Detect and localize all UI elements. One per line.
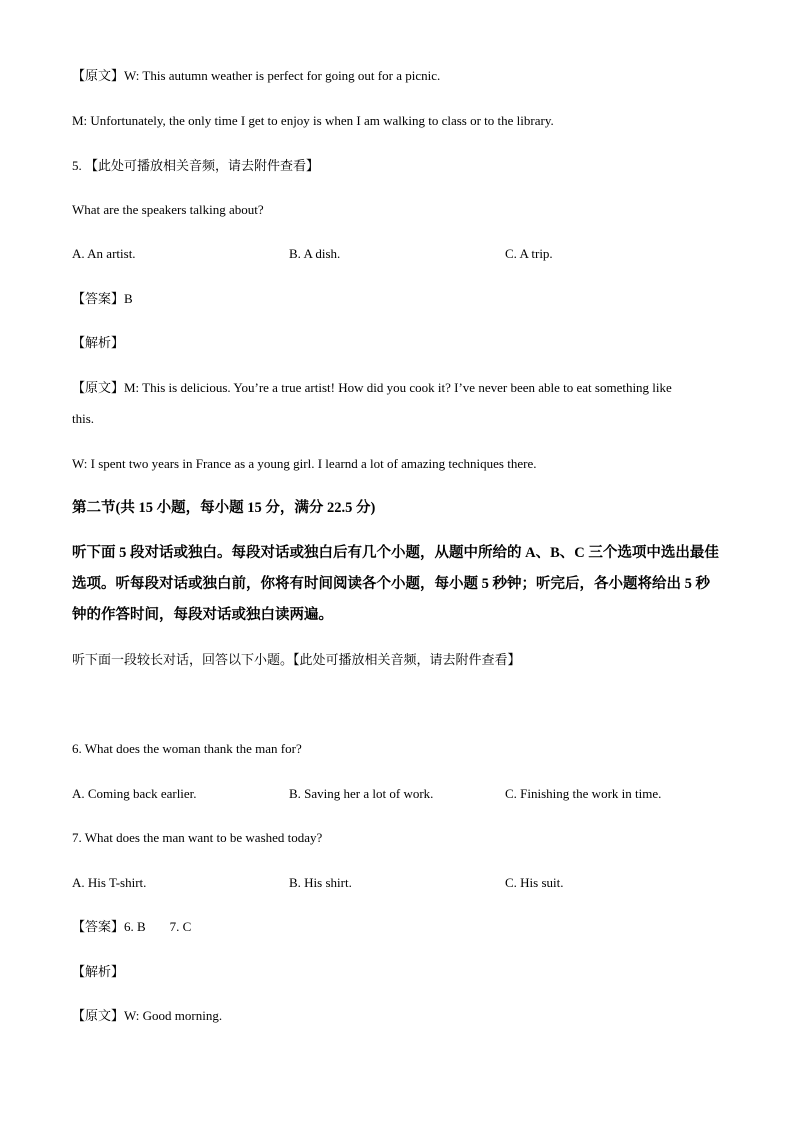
q6-option-c: C. Finishing the work in time. xyxy=(505,786,662,801)
analysis-heading-1: 【解析】 xyxy=(72,335,125,350)
answers-q6-q7 xyxy=(72,918,191,936)
answer-q5: 【答案】B xyxy=(72,291,133,306)
transcript-q5-line2: this. xyxy=(72,411,95,426)
answer-q6: 【答案】6. B xyxy=(72,919,146,934)
transcript-q5-w: W: I spent two years in France as a young girl. I learnd a lot of amazing techniques there. xyxy=(72,456,537,471)
q6-option-a: A. Coming back earlier. xyxy=(72,786,197,801)
transcript-line-m1: M: Unfortunately, the only time I get to enjoy is when I am walking to class or to the library. xyxy=(72,113,554,128)
transcript-q6-start: 【原文】W: Good morning. xyxy=(72,1008,223,1023)
audio-note-q5: 5. 【此处可播放相关音频，请去附件查看】 xyxy=(72,158,320,173)
answer-q7: 7. C xyxy=(169,919,192,934)
transcript-q5-line1: 【原文】M: This is delicious. You’re a true artist! How did you cook it? I’ve never been able to eat something like xyxy=(72,380,672,395)
q7-option-c: C. His suit. xyxy=(505,875,564,890)
q7-option-b: B. His shirt. xyxy=(289,875,352,890)
q5-option-a: A. An artist. xyxy=(72,246,136,261)
q5-option-c: C. A trip. xyxy=(505,246,553,261)
q5-option-b: B. A dish. xyxy=(289,246,341,261)
q7-option-a: A. His T-shirt. xyxy=(72,875,147,890)
q6-option-b: B. Saving her a lot of work. xyxy=(289,786,434,801)
section-2-title: 第二节(共 15 小题，每小题 15 分，满分 22.5 分) xyxy=(72,500,376,516)
question-7: 7. What does the man want to be washed today? xyxy=(72,830,323,845)
question-5: What are the speakers talking about? xyxy=(72,202,264,217)
section-2-instructions: 听下面 5 段对话或独白。每段对话或独白后有几个小题，从题中所给的 A、B、C 三个选项中选出最佳选项。听每段对话或独白前，你将有时间阅读各个小题，每小题 5 秒钟；听完后，各小题将给出 5 秒钟的作答时间，每段对话或独白读两遍。 xyxy=(72,545,719,623)
transcript-line-w1: 【原文】W: This autumn weather is perfect for going out for a picnic. xyxy=(72,68,441,83)
long-dialogue-note: 听下面一段较长对话，回答以下小题。【此处可播放相关音频，请去附件查看】 xyxy=(72,652,521,667)
question-6: 6. What does the woman thank the man for? xyxy=(72,741,302,756)
analysis-heading-2: 【解析】 xyxy=(72,964,125,979)
